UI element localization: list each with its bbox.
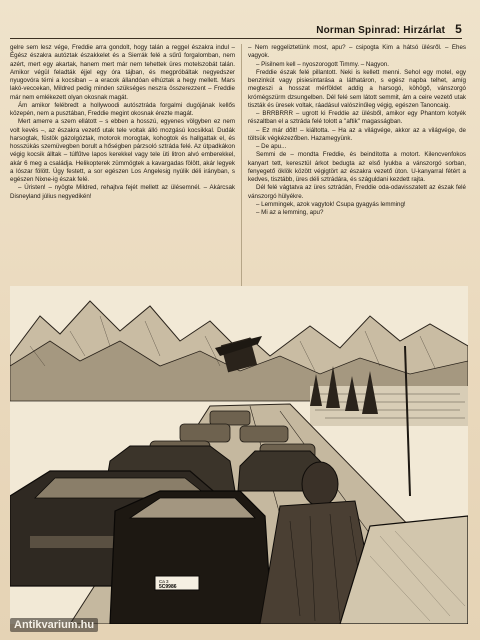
paragraph: Dél felé vágtatva az üres sztrádán, Freddie oda-odavisszatett az észak felé vánszorgó hülyékre. xyxy=(248,184,466,200)
illustration-drawing xyxy=(10,286,468,624)
paragraph: Freddie észak felé pillantott. Neki is kellett menni. Sehol egy motel, egy benzinkút vagy pisiesintarása a láthatáron, s egész napba telhet, amíg megteszi a hosszat mérföldet addig a harsogó, köhögő, vánszorgó krómégszürm dzsungelben. Dél felé sem látott semmit, ám a ceire vezető utak tiszták és üresek voltak, ráadásul valószínűleg végig, egészen Tanoncaig. xyxy=(248,68,466,109)
paragraph: – Ez már dőlt! – kiáltotta. – Ha az a világvége, akkor az a világvége, de töltsük végkézezőben. Hazamegyünk. xyxy=(248,126,466,142)
page-number: 5 xyxy=(455,22,462,36)
plate-state: Ca 3 xyxy=(159,579,169,584)
paragraph: Ám amikor felébredt a hollywoodi autósztráda forgalmi dugójának kellős közepén, nem a pusztában, Freddie megint okosnak érezte magát. xyxy=(10,101,235,117)
paragraph: – Lemmingek, azok vagytok! Csupa gyagyás lemming! xyxy=(256,200,406,208)
paragraph: – Nem reggeliztetünk most, apu? – csipogta Kim a hátsó ülésről. – Éhes vagyok. xyxy=(248,44,466,60)
running-title: Norman Spinrad: Hirzárlat xyxy=(316,25,446,36)
paragraph: – Pisilnem kell – nyoszorogott Timmy. – Nagyon. xyxy=(256,60,389,68)
traffic-jam-illustration xyxy=(10,286,468,624)
paragraph: – De apu... xyxy=(256,143,287,150)
foreground-car-center xyxy=(110,491,272,624)
watermark: Antikvarium.hu xyxy=(10,618,98,632)
paragraph: Semmi de – mondta Freddie, és beindította a motort. Kilencvenfokos kanyart tett, keresztül árkot bedugta az első lyukba a vánszorgó sorban, fenyegető öklök között végigtört az északra vezető úton. U-kanyarral fétért a kedves, tisztább, üres déli sztrádára, és száguldani kezdett rajta. xyxy=(248,151,466,183)
paragraph: – BRRBRRR – ugrott ki Freddie az ülésből, amikor egy Phantom kotyék részaltban el a sztráda felé tolott a ''aftik'' magasságban. xyxy=(248,110,466,126)
header-rule xyxy=(10,38,462,39)
paragraph: Mert amerre a szem ellátott – s ebben a hosszú, egyenes völgyben ez nem volt kevés –, az északra vezető utak tele voltak álló mozgású kocsikkal. Dudák harsogtak, füstök gázolgóztak, motorok morogtak, kohogtok és hallgattak el, és hosszúkás szemüvegben borult a hőségben párzsoló sztráda felé. Az útpadkákon végig kocsik álltak – túlfűtve lapos kerekkel vagy tele üti litron alvó emberekkel, akár 6 meg a családja. Helikopterek zümmögtek a kavargadas fölött, akár legyek a lószar fölött. Úgy festett, a sor egészen Los Angelesig nyúlik déli irányban, s egészen Nixne-ig észak felé. xyxy=(10,118,235,183)
plate-number: 5C9986 xyxy=(159,584,177,590)
paragraph: – Mi az a lemming, apu? xyxy=(256,209,324,216)
paragraph: gelre sem lesz vége, Freddie arra gondolt, hogy talán a reggel északra indul – Égész északra autóztak északkelet és a Sierrák felé a sűrű forgalomban, nem azért, mert egy akartak, hanem mert már nem tehettek üres motelszobát talán. Amikor végül feladták éjjel egy óra tájban, és megpróbáltak negyedszer nyugovóra térni a kocsiban – a eracok állandóan elhúztak a hegy mellett. Mars lakó-veccekan, Mildred pedig minden szükséges neszra összerezzent – Freddie már nem emlékezett olyan okosnak magát. xyxy=(10,44,235,101)
paragraph: – Úristen! – nyögte Mildred, rehajtva fejét mellett az ülésemnél. – Akárcsak Disneyland július negyedikén! xyxy=(10,184,235,200)
